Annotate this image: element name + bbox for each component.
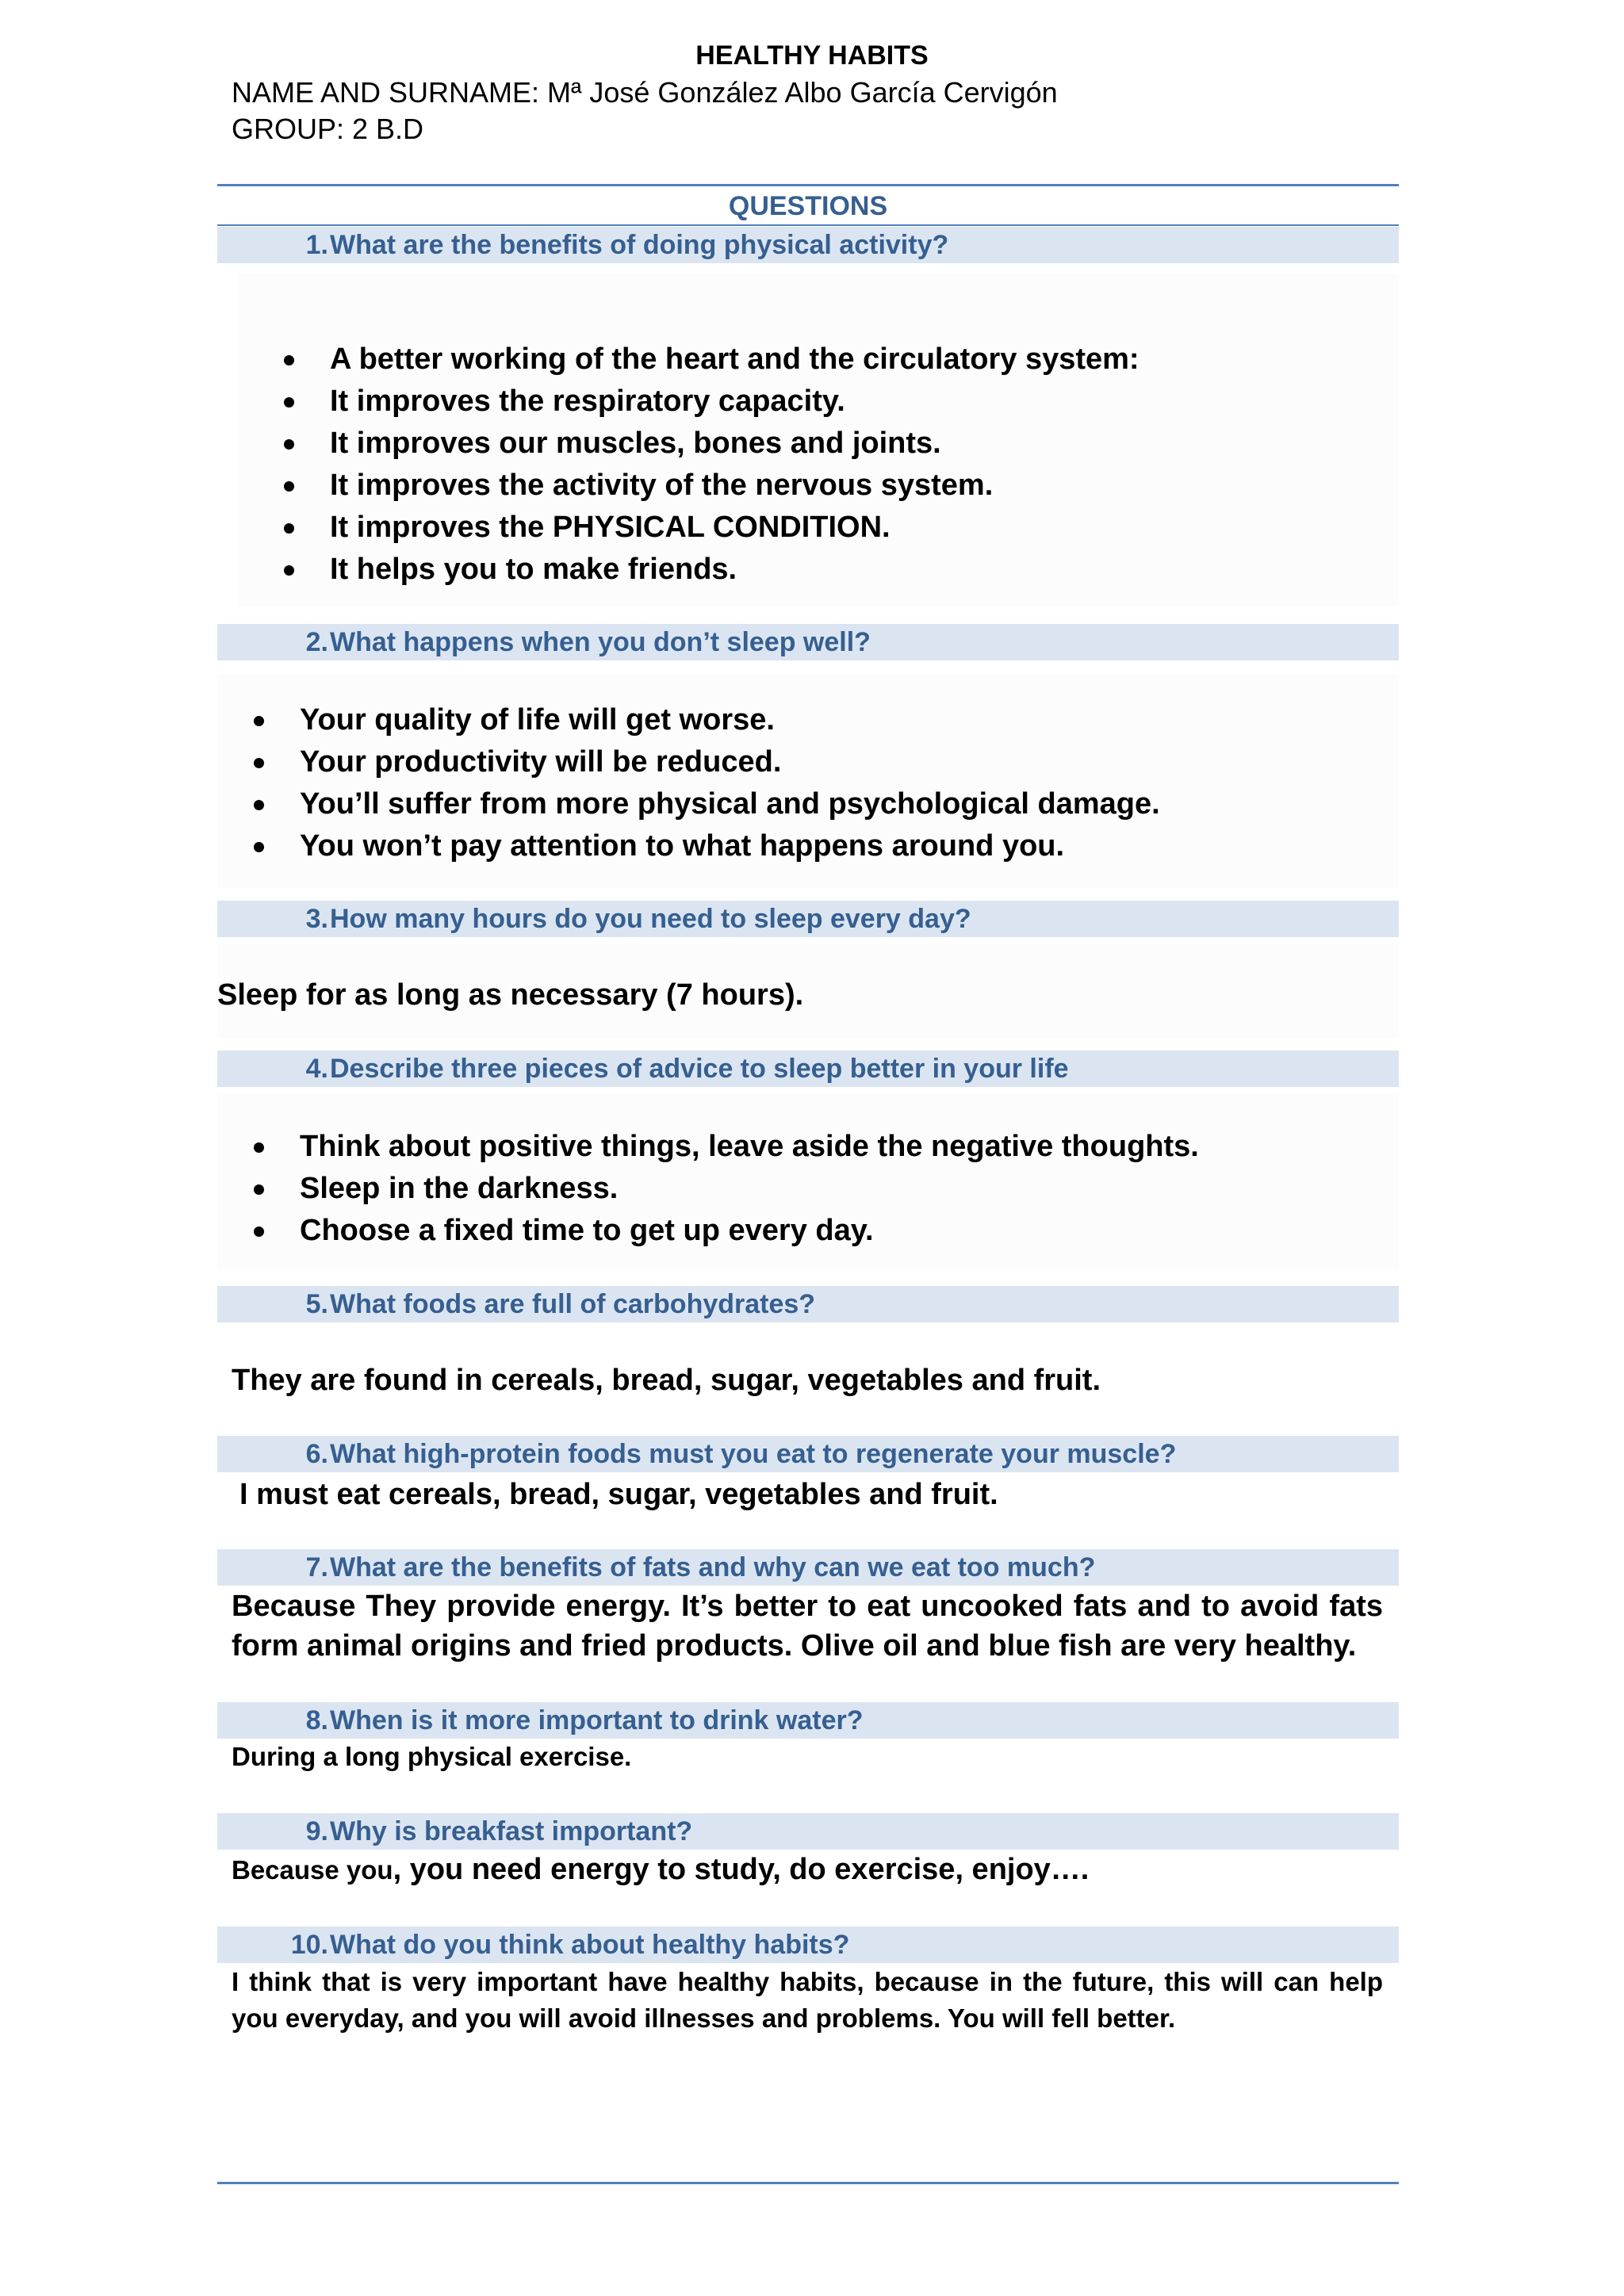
question-3-text: How many hours do you need to sleep every day? <box>330 904 971 934</box>
question-4-number: 4. <box>305 1054 328 1084</box>
questions-heading: QUESTIONS <box>728 191 888 221</box>
bullet-icon <box>254 1142 264 1153</box>
question-6-bar <box>217 1436 1399 1472</box>
questions-divider <box>217 224 1399 226</box>
answer-4-item: Sleep in the darkness. <box>300 1168 1199 1210</box>
name-line: NAME AND SURNAME: Mª José González Albo García Cervigón <box>232 76 1058 109</box>
answer-2-item: Your productivity will be reduced. <box>300 741 1160 783</box>
answer-4-item: Choose a fixed time to get up every day. <box>300 1210 1199 1252</box>
bullet-icon <box>284 565 294 576</box>
bullet-icon <box>284 355 294 365</box>
question-5-number: 5. <box>305 1289 328 1319</box>
question-9-bar <box>217 1813 1399 1850</box>
question-8-bar <box>217 1702 1399 1739</box>
bottom-divider <box>217 2182 1399 2184</box>
question-4-bar <box>217 1050 1399 1087</box>
bullet-icon <box>284 397 294 408</box>
question-3-bar <box>217 901 1399 937</box>
bullet-icon <box>254 1184 264 1195</box>
group-line: GROUP: 2 B.D <box>232 113 424 145</box>
answer-1-item: It improves the PHYSICAL CONDITION. <box>330 507 1139 549</box>
question-3-number: 3. <box>305 904 328 934</box>
question-1-text: What are the benefits of doing physical activity? <box>330 230 949 260</box>
answer-1-item: It improves our muscles, bones and joints. <box>330 423 1139 465</box>
bullet-icon <box>254 842 264 852</box>
question-8-number: 8. <box>305 1705 328 1735</box>
question-9-number: 9. <box>305 1816 328 1846</box>
answer-1-item: It improves the activity of the nervous system. <box>330 465 1139 507</box>
question-5-bar <box>217 1286 1399 1322</box>
question-2-text: What happens when you don’t sleep well? <box>330 627 871 657</box>
question-9-text: Why is breakfast important? <box>330 1816 693 1846</box>
answer-3-text: Sleep for as long as necessary (7 hours). <box>217 978 804 1012</box>
question-1-number: 1. <box>305 230 328 260</box>
answer-2-item: You’ll suffer from more physical and psychological damage. <box>300 783 1160 825</box>
bullet-icon <box>254 758 264 768</box>
document-title: HEALTHY HABITS <box>695 40 929 71</box>
question-4-text: Describe three pieces of advice to sleep better in your life <box>330 1054 1069 1084</box>
question-7-bar <box>217 1549 1399 1586</box>
question-2-number: 2. <box>305 627 328 657</box>
answer-7-text: Because They provide energy. It’s better to eat uncooked fats and to avoid fats form animal origins and fried products. Olive oil and blue fish are very healthy. <box>232 1590 1383 1663</box>
question-10-bar <box>217 1927 1399 1963</box>
top-divider <box>217 184 1399 186</box>
answer-4-list <box>300 1126 1199 1252</box>
answer-10-text: I think that is very important have healthy habits, because in the future, this will can help you everyday, and you will avoid illnesses and problems. You will fell better. <box>232 1967 1383 2033</box>
answer-1-item: A better working of the heart and the circulatory system: <box>330 339 1139 381</box>
answer-2-list <box>300 699 1160 867</box>
answer-9-text <box>232 1850 1089 1896</box>
answer-2-item: Your quality of life will get worse. <box>300 699 1160 741</box>
answer-8-text: During a long physical exercise. <box>232 1742 632 1771</box>
question-10-text: What do you think about healthy habits? <box>330 1930 850 1960</box>
bullet-icon <box>284 523 294 534</box>
question-5-text: What foods are full of carbohydrates? <box>330 1289 816 1319</box>
answer-9-rest: , you need energy to study, do exercise, enjoy…. <box>393 1853 1090 1886</box>
question-2-bar <box>217 624 1399 660</box>
answer-9-lead: Because you <box>232 1855 393 1885</box>
bullet-icon <box>284 481 294 492</box>
question-8-text: When is it more important to drink water? <box>330 1705 864 1735</box>
question-1-bar <box>217 227 1399 263</box>
question-7-text: What are the benefits of fats and why can we eat too much? <box>330 1552 1096 1582</box>
answer-5-text: They are found in cereals, bread, sugar, vegetables and fruit. <box>232 1364 1101 1397</box>
bullet-icon <box>254 716 264 726</box>
answer-1-item: It helps you to make friends. <box>330 549 1139 591</box>
answer-4-item: Think about positive things, leave aside the negative thoughts. <box>300 1126 1199 1168</box>
bullet-icon <box>254 800 264 810</box>
question-6-number: 6. <box>305 1439 328 1469</box>
answer-1-list <box>330 339 1139 591</box>
answer-1-item: It improves the respiratory capacity. <box>330 381 1139 423</box>
question-7-number: 7. <box>305 1552 328 1582</box>
question-10-number: 10. <box>290 1930 328 1960</box>
answer-6-text: I must eat cereals, bread, sugar, vegetables and fruit. <box>239 1478 998 1511</box>
question-6-text: What high-protein foods must you eat to regenerate your muscle? <box>330 1439 1177 1469</box>
bullet-icon <box>254 1226 264 1237</box>
bullet-icon <box>284 439 294 450</box>
answer-2-item: You won’t pay attention to what happens around you. <box>300 825 1160 867</box>
